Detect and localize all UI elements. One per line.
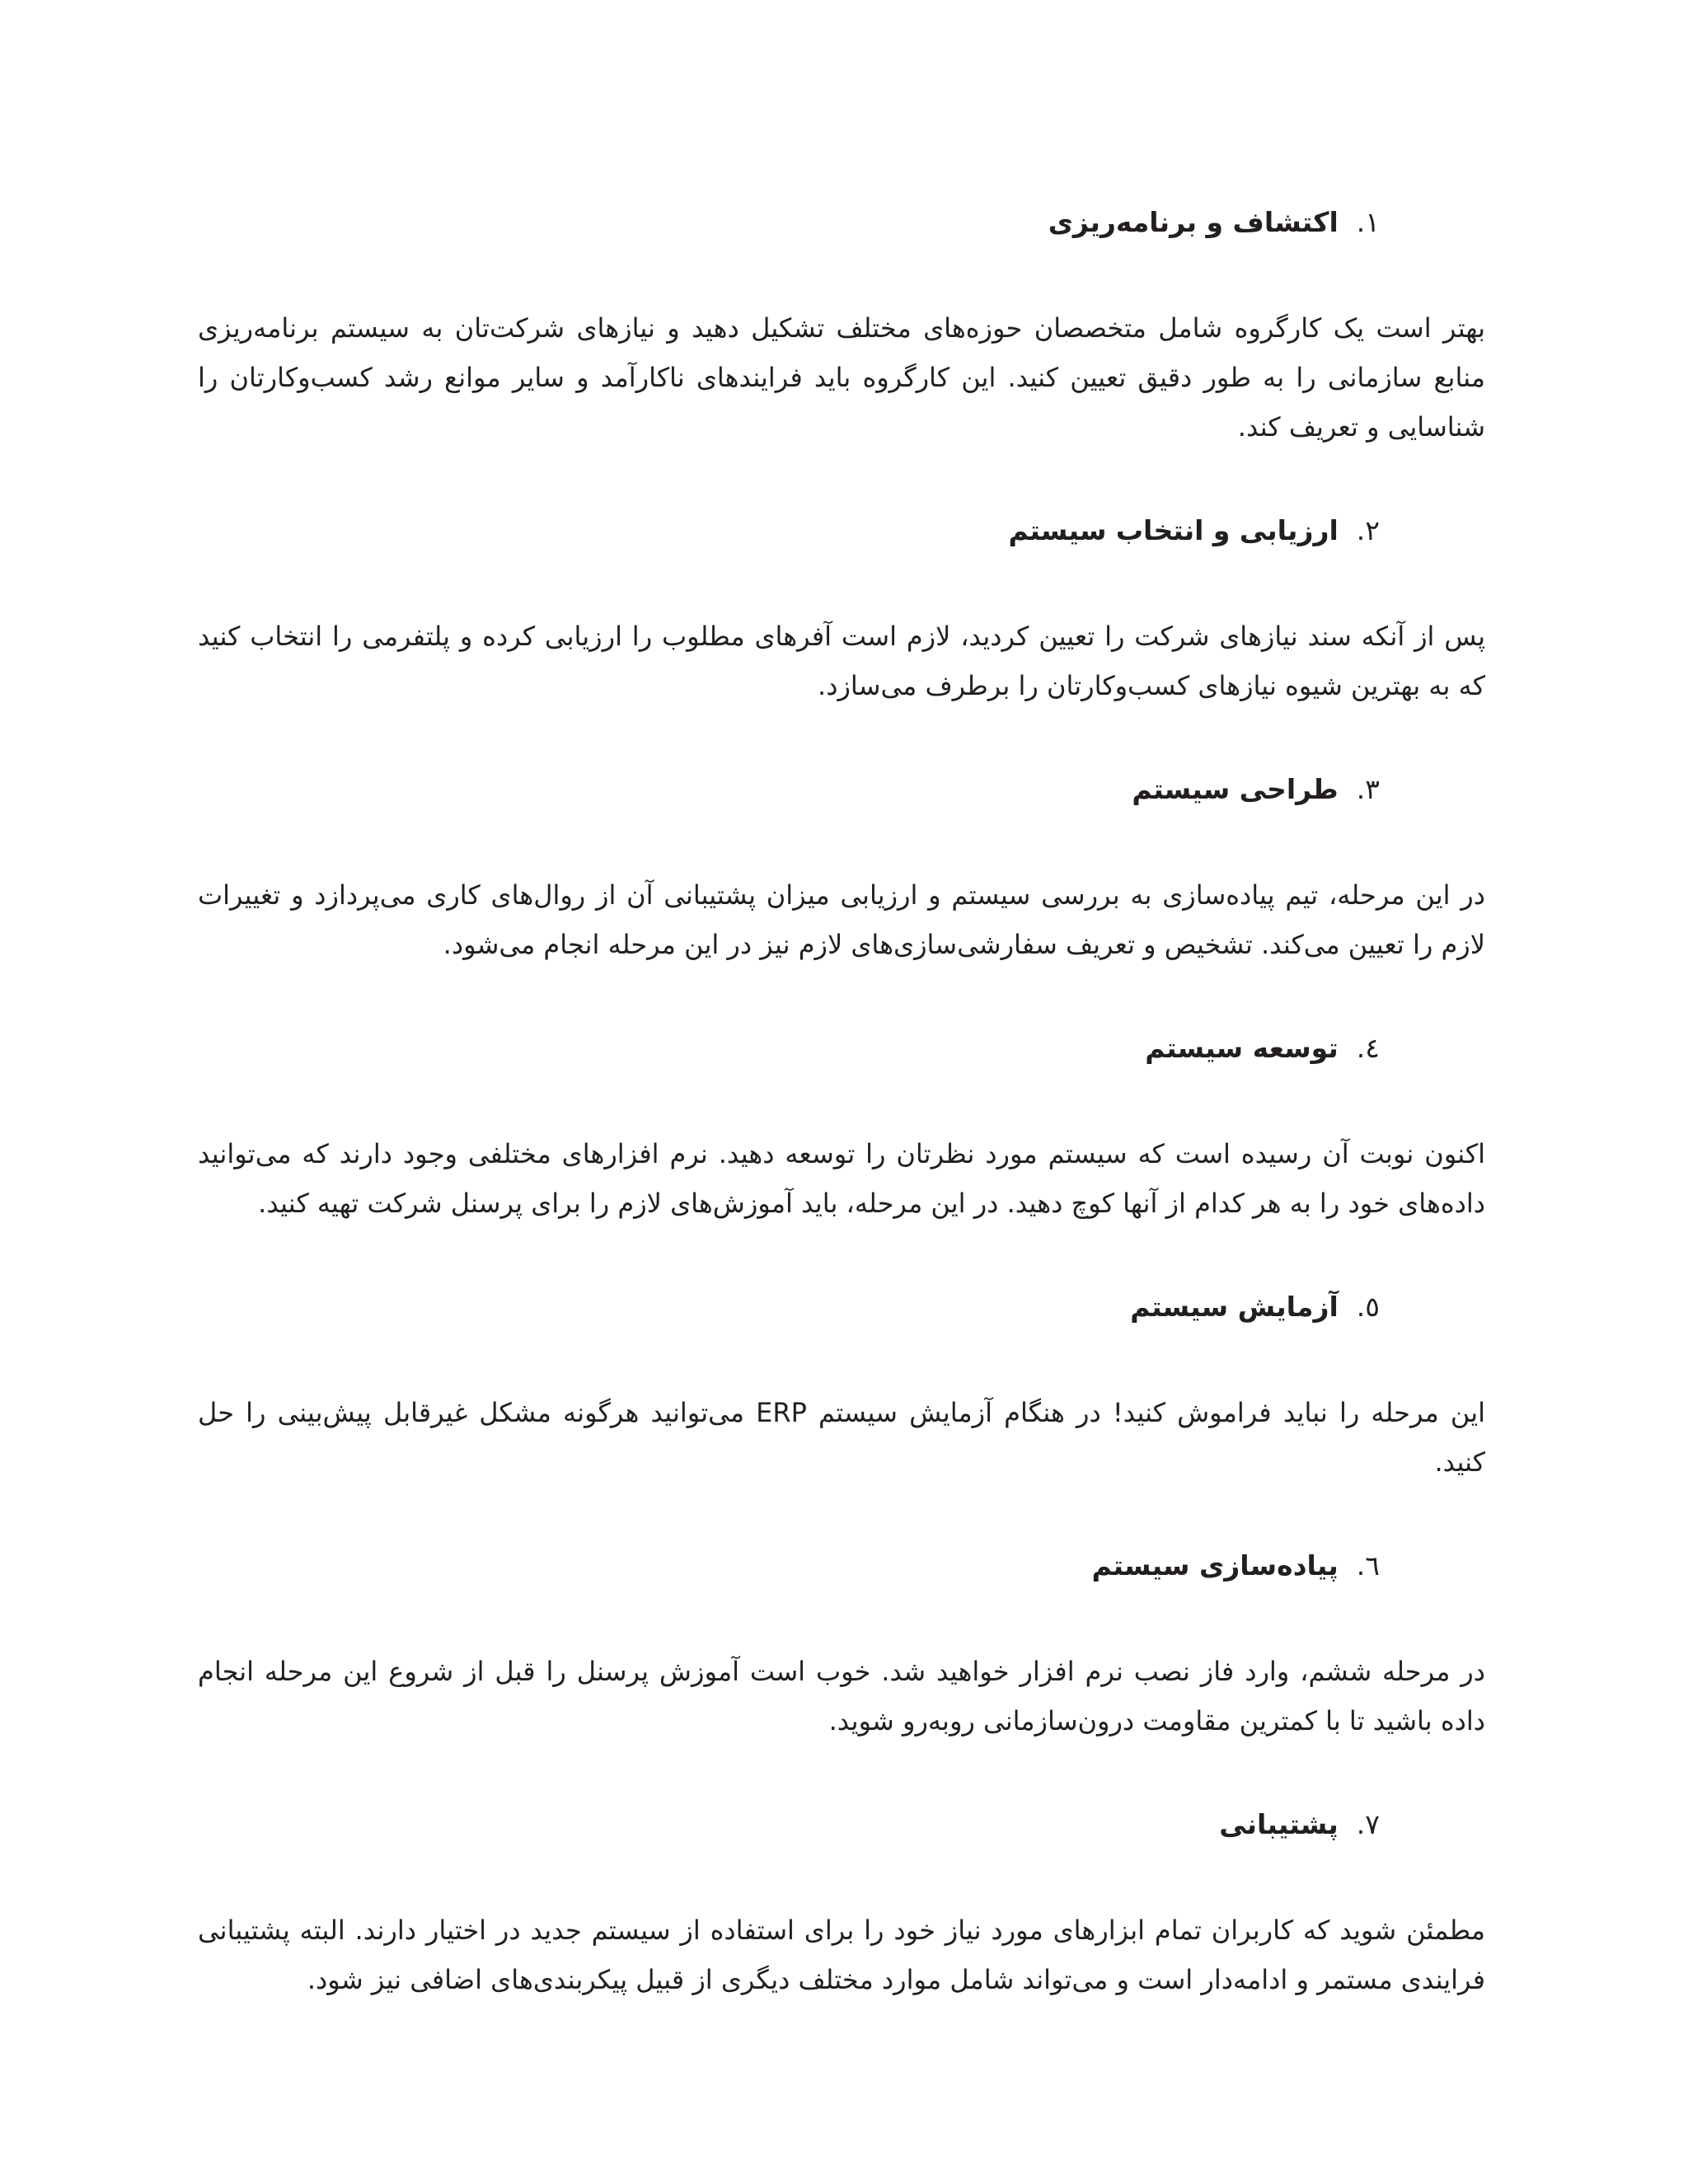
section-paragraph: بهتر است یک کارگروه شامل متخصصان حوزه‌های مختلف تشکیل دهید و نیازهای شرکت‌تان به سیستم برنامه‌ریزی منابع سازمانی را به طور دقیق تعیین کنید. این کارگروه باید فرایندهای ناکارآمد و سایر موانع رشد کسب‌وکارتان را شناسایی و تعریف کند. — [198, 312, 1485, 443]
section-system-testing — [198, 1268, 1485, 1487]
section-title: توسعه سیستم — [1145, 1032, 1339, 1064]
section-title: آزمایش سیستم — [1130, 1291, 1339, 1323]
section-paragraph: پس از آنکه سند نیازهای شرکت را تعیین کردید، لازم است آفرهای مطلوب را ارزیابی کرده و پلتفرمی را انتخاب کنید که به بهترین شیوه نیازهای کسب‌وکارتان را برطرف می‌سازد. — [198, 621, 1485, 701]
section-heading — [198, 1785, 1380, 1864]
section-discovery-planning — [198, 183, 1485, 452]
section-paragraph: مطمئن شوید که کاربران تمام ابزارهای مورد نیاز خود را برای استفاده از سیستم جدید در اختیار دارند. البته پشتیبانی فرایندی مستمر و ادامه‌دار است و می‌تواند شامل موارد مختلف دیگری از قبیل پیکربندی‌های اضافی نیز شود. — [198, 1915, 1485, 1995]
section-heading — [198, 1009, 1380, 1088]
section-number: ١. — [1356, 206, 1380, 238]
section-paragraph: در این مرحله، تیم پیاده‌سازی به بررسی سیستم و ارزیابی میزان پشتیبانی آن از روال‌های کاری می‌پردازد و تغییرات لازم را تعیین می‌کند. تشخیص و تعریف سفارشی‌سازی‌های لازم نیز در این مرحله انجام می‌شود. — [198, 879, 1485, 960]
section-system-design — [198, 750, 1485, 969]
section-number: ٥. — [1356, 1291, 1380, 1323]
section-title: ارزیابی و انتخاب سیستم — [1008, 514, 1339, 546]
section-number: ٤. — [1356, 1032, 1380, 1064]
section-system-development — [198, 1009, 1485, 1228]
section-number: ٣. — [1356, 773, 1380, 805]
section-heading — [198, 1268, 1380, 1347]
section-system-implementation — [198, 1526, 1485, 1746]
section-number: ٦. — [1356, 1549, 1380, 1582]
document-content — [198, 183, 1485, 2004]
section-heading — [198, 750, 1380, 829]
section-number: ٧. — [1356, 1808, 1380, 1840]
section-title: اکتشاف و برنامه‌ریزی — [1048, 206, 1339, 238]
section-paragraph: این مرحله را نباید فراموش کنید! در هنگام آزمایش سیستم ERP می‌توانید هرگونه مشکل غیرقابل پیش‌بینی را حل کنید. — [198, 1397, 1486, 1478]
section-title: پیاده‌سازی سیستم — [1091, 1549, 1339, 1582]
section-evaluation-selection — [198, 491, 1485, 710]
section-heading — [198, 491, 1380, 570]
section-number: ٢. — [1356, 514, 1380, 546]
section-heading — [198, 183, 1380, 262]
section-title: طراحی سیستم — [1132, 773, 1339, 805]
section-heading — [198, 1526, 1380, 1605]
section-paragraph: در مرحله ششم، وارد فاز نصب نرم افزار خواهید شد. خوب است آموزش پرسنل را قبل از شروع این مرحله انجام داده باشید تا با کمترین مقاومت درون‌سازمانی روبه‌رو شوید. — [198, 1656, 1485, 1736]
section-paragraph: اکنون نوبت آن رسیده است که سیستم مورد نظرتان را توسعه دهید. نرم افزارهای مختلفی وجود دارند که می‌توانید داده‌های خود را به هر کدام از آنها کوچ دهید. در این مرحله، باید آموزش‌های لازم را برای پرسنل شرکت تهیه کنید. — [198, 1138, 1485, 1219]
section-support — [198, 1785, 1485, 2004]
section-title: پشتیبانی — [1219, 1808, 1339, 1840]
